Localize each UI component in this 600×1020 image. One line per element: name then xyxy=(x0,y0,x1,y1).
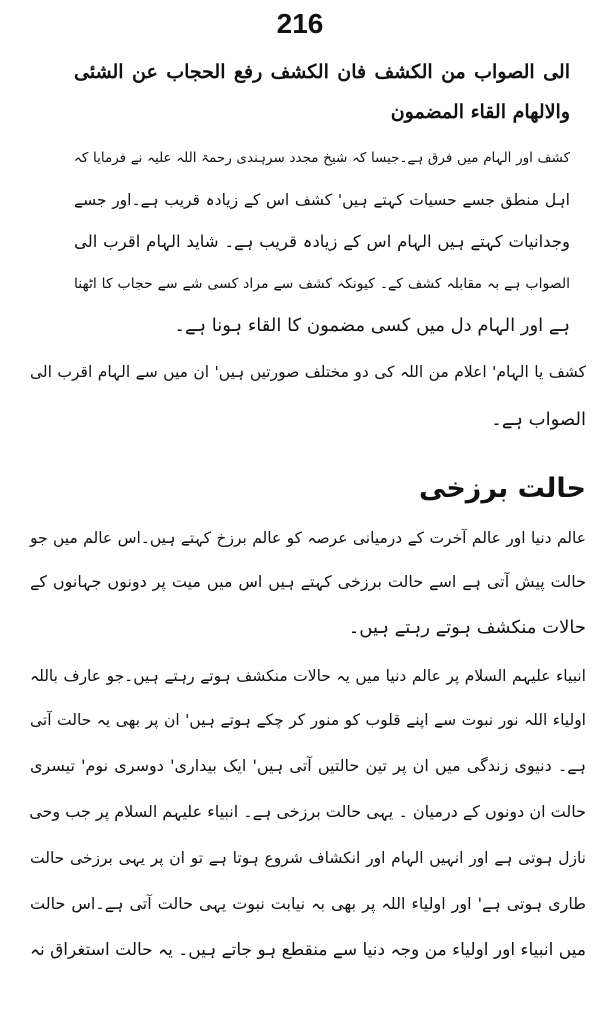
section-heading: حالت برزخی xyxy=(419,473,586,504)
paragraph-line: حالت ان دونوں کے درمیان ۔ یہی حالت برزخی ہے۔ انبیاء علیہم السلام پر جب وحی xyxy=(29,802,586,821)
paragraph-line: نازل ہوتی ہے اور انہیں الہام اور انکشاف شروع ہوتا ہے تو ان پر یہی برزخی حالت xyxy=(30,849,586,867)
paragraph-line: حالات منکشف ہوتے رہتے ہیں۔ xyxy=(348,617,586,638)
paragraph-line: وجدانیات کہتے ہیں الہام اس کے زیادہ قریب ہے۔ شاید الہام اقرب الی xyxy=(74,232,570,251)
paragraph-line: اہل منطق جسے حسیات کہتے ہیں' کشف اس کے زیادہ قریب ہے۔اور جسے xyxy=(74,191,570,209)
paragraph-line: ہے اور الہام دل میں کسی مضمون کا القاء ہونا ہے۔ xyxy=(174,315,570,336)
paragraph-line: کشف یا الہام' اعلام من اللہ کی دو مختلف صورتیں ہیں' ان میں سے الہام اقرب الی xyxy=(30,363,586,381)
paragraph-line: الصواب ہے بہ مقابلہ کشف کے۔ کیونکہ کشف سے مراد کسی شے سے حجاب کا اٹھنا xyxy=(74,276,570,292)
arabic-quote-line: والالهام القاء المضمون xyxy=(390,101,570,123)
arabic-quote-line: الى الصواب من الكشف فان الكشف رفع الحجاب عن الشئى xyxy=(74,61,570,83)
paragraph-line: میں انبیاء اور اولیاء من وجہ دنیا سے منقطع ہو جاتے ہیں۔ یہ حالت استغراق نہ xyxy=(30,940,586,960)
paragraph-line: الصواب ہے۔ xyxy=(491,409,586,430)
paragraph-line: انبیاء علیہم السلام پر عالم دنیا میں یہ حالات منکشف ہوتے رہتے ہیں۔جو عارف باللہ xyxy=(30,667,586,685)
paragraph-line: ہے۔ دنیوی زندگی میں ان پر تین حالتیں آتی ہیں' ایک بیداری' دوسری نوم' تیسری xyxy=(30,756,586,775)
paragraph-line: طاری ہوتی ہے' اور اولیاء اللہ پر بھی بہ نیابت نبوت یہی حالت آتی ہے۔اس حالت xyxy=(30,894,586,913)
paragraph-line: کشف اور الہام میں فرق ہے۔جیسا کہ شیخ مجدد سرہندی رحمۃ اللہ علیہ نے فرمایا کہ xyxy=(74,150,570,166)
page-number: 216 xyxy=(276,8,324,39)
paragraph-line: اولیاء اللہ نور نبوت سے اپنے قلوب کو منور کر چکے ہوتے ہیں' ان پر بھی یہ حالت آتی xyxy=(30,711,586,729)
paragraph-line: عالم دنیا اور عالم آخرت کے درمیانی عرصہ کو عالم برزخ کہتے ہیں۔اس عالم میں جو xyxy=(30,529,586,547)
paragraph-line: حالت پیش آتی ہے اسے حالت برزخی کہتے ہیں اس میں میت پر دونوں جہانوں کے xyxy=(30,572,586,591)
